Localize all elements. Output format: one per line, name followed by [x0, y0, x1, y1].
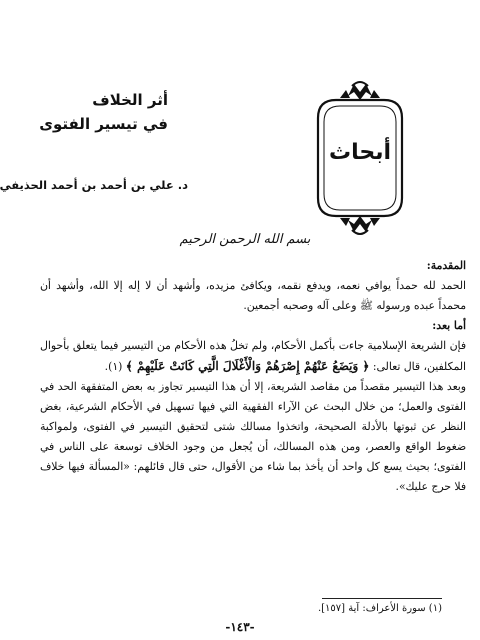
paragraph-2	[40, 336, 466, 377]
intro-paragraph: الحمد لله حمداً يوافي نعمه، ويدفع نقمه، ويكافئ مزيده، وأشهد أن لا إله إلا الله، وأشهد أن محمداً عبده ورسوله ﷺ وعلى آله وصحبه أجمعين.	[40, 279, 466, 312]
footnote: (١) سورة الأعراف: آية [١٥٧].	[317, 603, 442, 614]
verse-footnote-ref: (١).	[104, 360, 123, 373]
amma-heading: أما بعد:	[432, 319, 466, 332]
footnote-divider	[322, 598, 442, 599]
quran-verse: ﴿ وَيَضَعُ عَنْهُمْ إِصْرَهُمْ وَالْأَغْلَالَ الَّتِي كَانَتْ عَلَيْهِمْ ﴾	[125, 359, 370, 373]
intro-heading: المقدمة:	[426, 259, 466, 272]
paragraph-2-text: فإن الشريعة الإسلامية جاءت بأكمل الأحكام، ولم تخلُ هذه الأحكام من التيسير فيما يتعلق بأحوال المكلفين، قال تعالى:	[40, 339, 466, 373]
title-line-2: في تيسير الفتوى	[39, 115, 168, 133]
basmala: بسم الله الرحمن الرحيم	[179, 232, 311, 247]
article-body	[40, 256, 466, 497]
title-line-1: أثر الخلاف	[92, 91, 168, 109]
paragraph-3: وبعد هذا التيسير مقصداً من مقاصد الشريعة، إلا أن هذا التيسير تجاوز به بعض المتفقهة الحد في الفتوى والعمل؛ من خلال البحث عن الآراء الفقهية التي فيها تسهيل في الأحكام الشرعية، بغض النظر عن ثبوتها بالأدلة الصحيحة، واتخذوا مسالك شتى لتحقيق التيسير في الفتوى، ولمواكبة ضغوط الواقع والعصر، ومن هذه المسالك، أن يُجعل من وجود الخلاف توسعة على الناس في الفتوى؛ بحيث يسع كل واحد أن يأخذ بما شاء من الأقوال، حتى قال قائلهم: «المسألة فيها خلاف فلا حرج عليك».	[40, 380, 466, 493]
page-number: -١٤٣-	[225, 620, 255, 634]
author-name: د. علي بن أحمد بن أحمد الحذيفي	[0, 178, 188, 192]
badge-label: أبحاث	[328, 140, 392, 165]
section-badge	[300, 78, 420, 238]
article-title	[8, 88, 168, 136]
